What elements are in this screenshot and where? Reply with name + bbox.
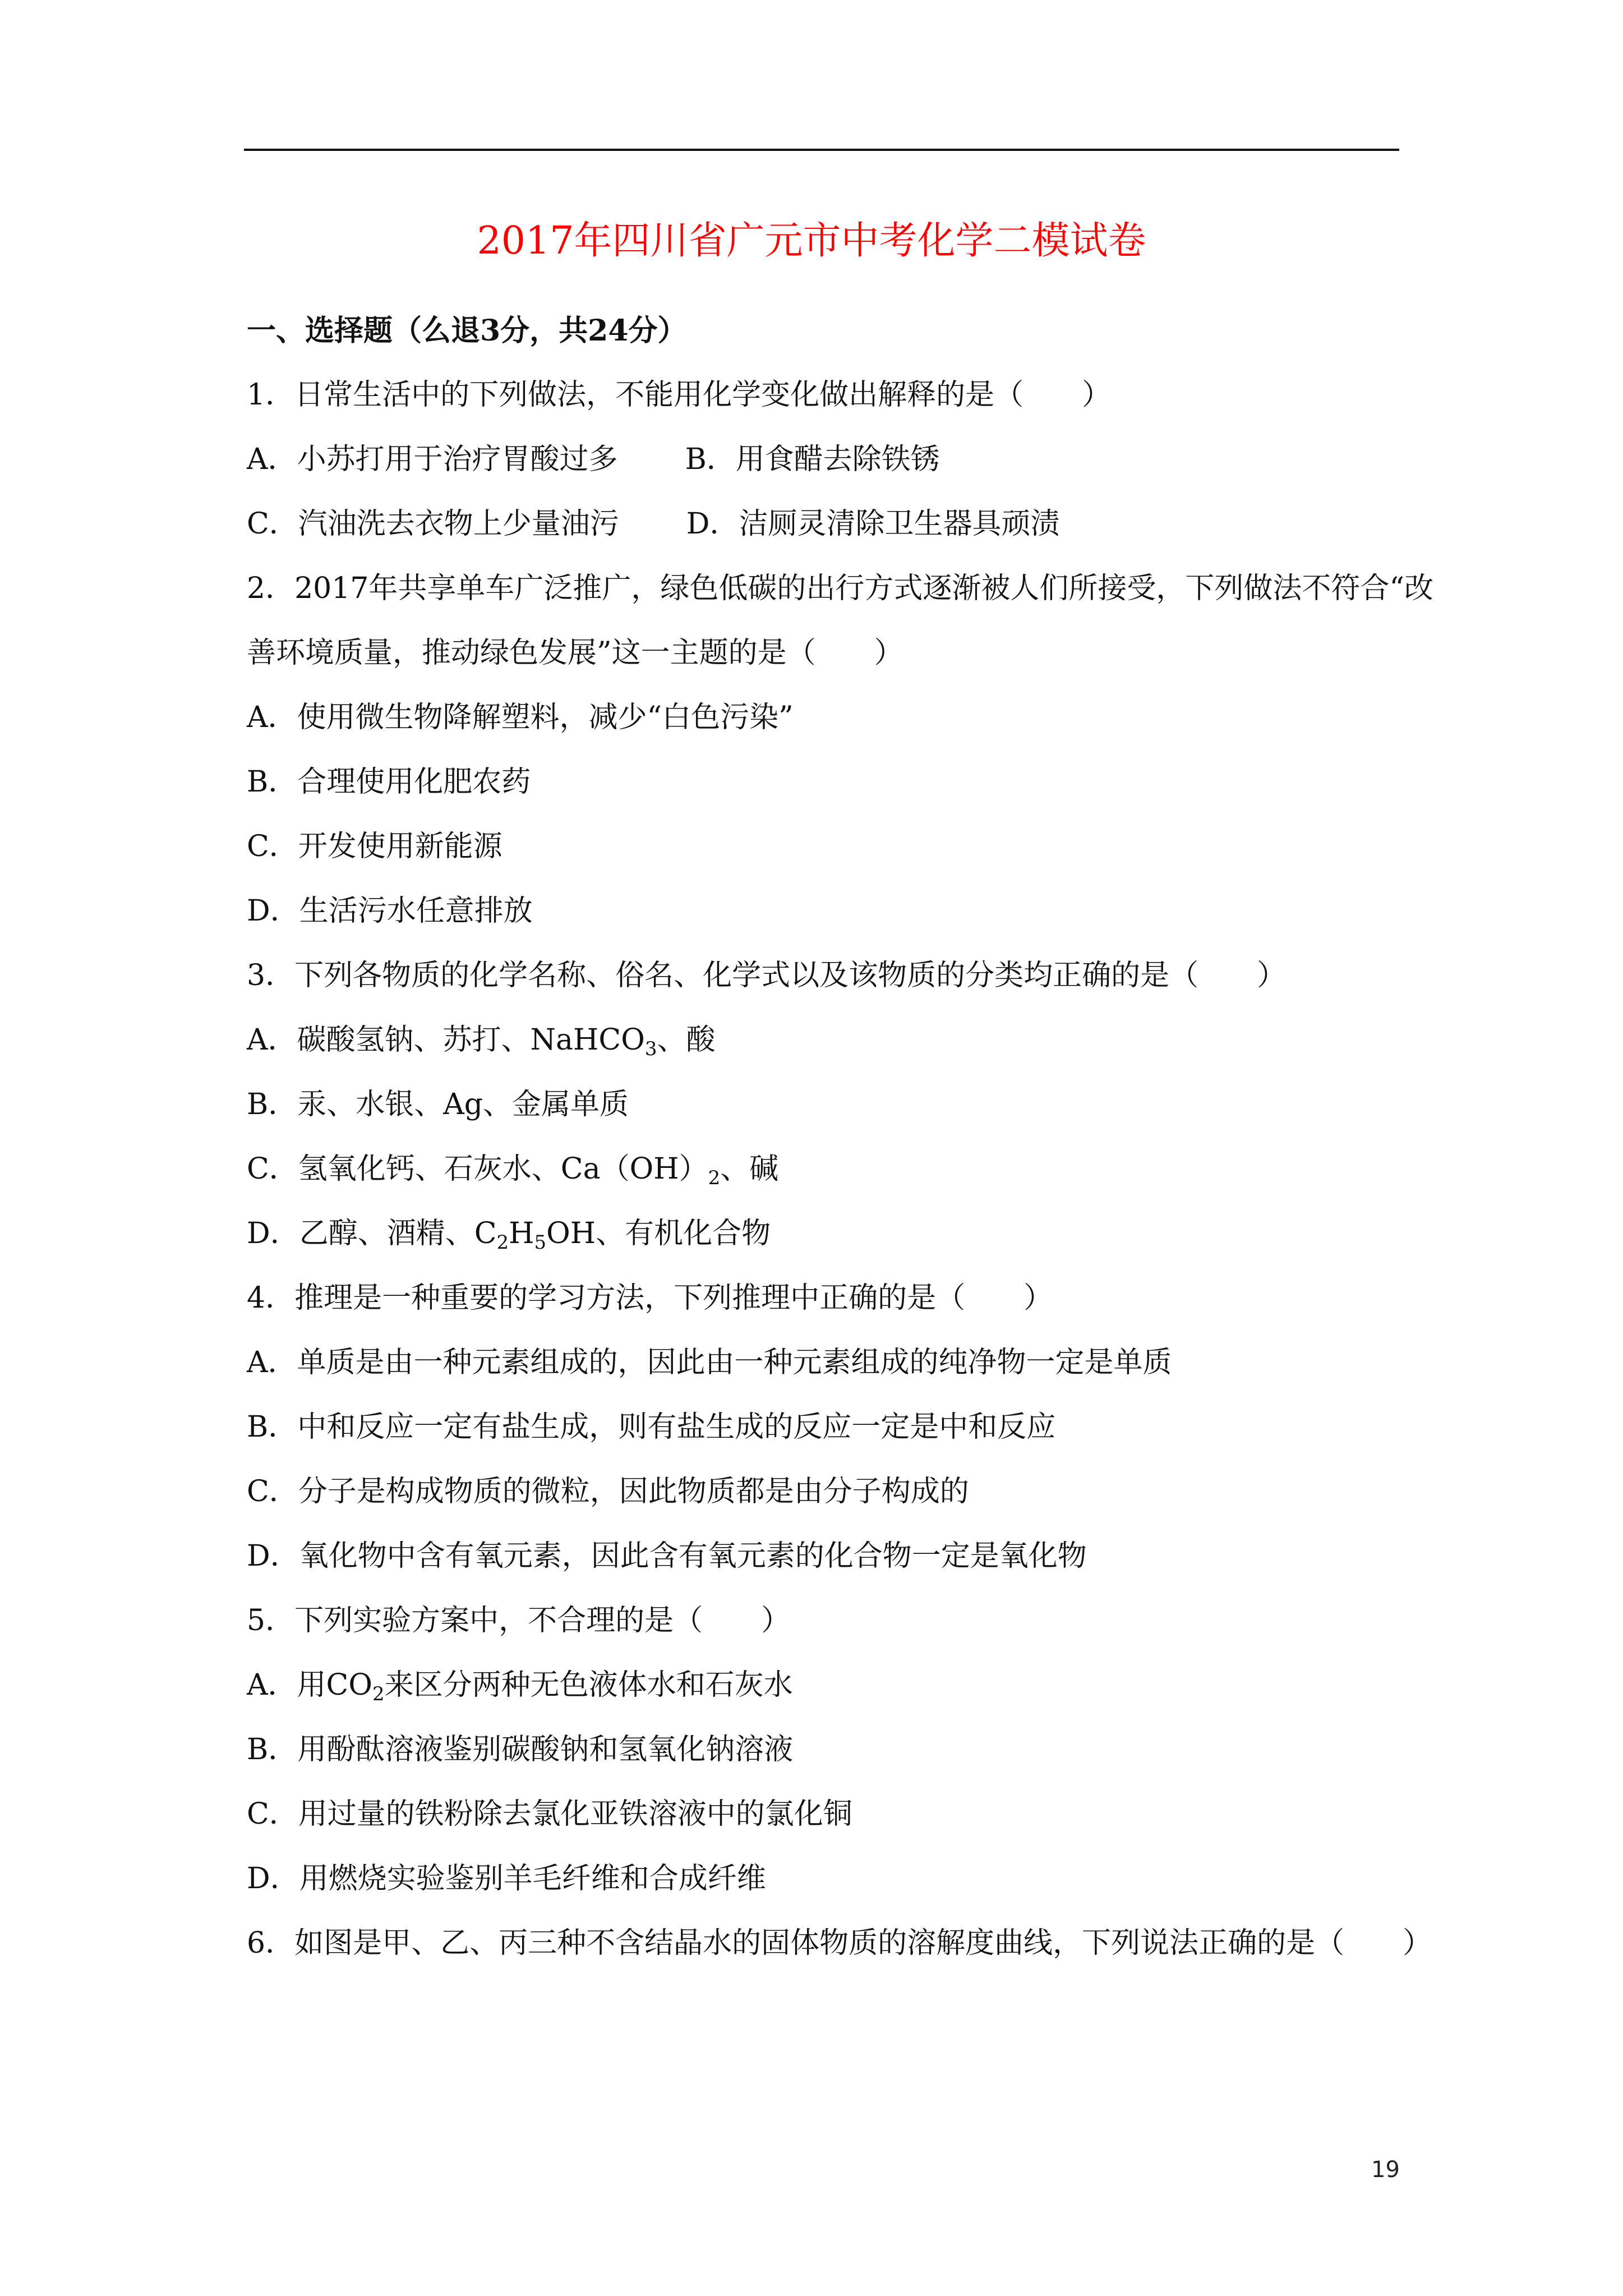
q3-option-a <box>247 1008 1413 1073</box>
section-heading: 一、选择题（么退3分，共24分） <box>247 314 687 348</box>
header-rule <box>244 149 1399 151</box>
q5-a-tail: 来区分两种无色液体水和石灰水 <box>384 1668 793 1702</box>
q5-a-subscript: 2 <box>372 1683 385 1705</box>
q3-option-c <box>247 1137 1413 1202</box>
q1-option-c: C．汽油洗去衣物上少量油污 <box>247 507 619 541</box>
q4-option-d: D．氧化物中含有氧元素，因此含有氧元素的化合物一定是氧化物 <box>247 1539 1087 1573</box>
q3-option-d <box>247 1202 1413 1266</box>
q3-d-tail: OH、有机化合物 <box>546 1217 771 1250</box>
q2-option-c: C．开发使用新能源 <box>247 830 502 863</box>
q2-option-a: A．使用微生物降解塑料，减少“白色污染” <box>247 701 794 734</box>
q2-stem-line1: 2．2017年共享单车广泛推广，绿色低碳的出行方式逐渐被人们所接受，下列做法不符合“改 <box>247 572 1434 605</box>
q4-option-a: A．单质是由一种元素组成的，因此由一种元素组成的纯净物一定是单质 <box>247 1346 1172 1379</box>
q5-option-d: D．用燃烧实验鉴别羊毛纤维和合成纤维 <box>247 1862 766 1895</box>
q3-c-text: C．氢氧化钙、石灰水、Ca（OH） <box>247 1152 708 1186</box>
q3-c-subscript: 2 <box>708 1167 721 1189</box>
q2-option-b: B．合理使用化肥农药 <box>247 765 531 799</box>
q3-d-mid: H <box>509 1217 534 1250</box>
q2-stem-line2: 善环境质量，推动绿色发展”这一主题的是（ ） <box>247 636 903 670</box>
q5-option-c: C．用过量的铁粉除去氯化亚铁溶液中的氯化铜 <box>247 1797 852 1831</box>
q3-a-subscript: 3 <box>644 1038 657 1060</box>
page-title: 2017年四川省广元市中考化学二模试卷 <box>477 219 1146 263</box>
question-list <box>247 298 1434 1976</box>
q3-c-tail: 、碱 <box>720 1152 779 1186</box>
q4-option-c: C．分子是构成物质的微粒，因此物质都是由分子构成的 <box>247 1475 969 1508</box>
q4-option-b: B．中和反应一定有盐生成，则有盐生成的反应一定是中和反应 <box>247 1410 1056 1444</box>
q1-option-b: B．用食醋去除铁锈 <box>685 443 940 476</box>
q3-d-subscript-2: 5 <box>534 1231 547 1254</box>
q1-options-ab <box>247 427 1413 492</box>
q5-a-text: A．用CO <box>247 1668 372 1702</box>
q1-options-cd <box>247 492 1413 556</box>
q1-stem: 1．日常生活中的下列做法，不能用化学变化做出解释的是（ ） <box>247 378 1112 412</box>
q3-a-text: A．碳酸氢钠、苏打、NaHCO <box>247 1023 645 1057</box>
q5-stem: 5．下列实验方案中，不合理的是（ ） <box>247 1604 791 1637</box>
q6-stem: 6．如图是甲、乙、丙三种不含结晶水的固体物质的溶解度曲线，下列说法正确的是（ ） <box>247 1926 1432 1960</box>
q3-d-text: D．乙醇、酒精、C <box>247 1217 497 1250</box>
q3-d-subscript-1: 2 <box>496 1231 509 1254</box>
q1-option-d: D．洁厕灵清除卫生器具顽渍 <box>686 507 1060 541</box>
page-number: 19 <box>1371 2157 1400 2183</box>
q5-option-b: B．用酚酞溶液鉴别碳酸钠和氢氧化钠溶液 <box>247 1733 794 1766</box>
q3-a-tail: 、酸 <box>657 1023 716 1057</box>
q1-option-a: A．小苏打用于治疗胃酸过多 <box>247 443 618 476</box>
q4-stem: 4．推理是一种重要的学习方法，下列推理中正确的是（ ） <box>247 1281 1053 1315</box>
q2-option-d: D．生活污水任意排放 <box>247 894 533 928</box>
q5-option-a <box>247 1653 1413 1718</box>
q3-option-b: B．汞、水银、Ag、金属单质 <box>247 1088 629 1121</box>
q3-stem: 3．下列各物质的化学名称、俗名、化学式以及该物质的分类均正确的是（ ） <box>247 959 1287 992</box>
